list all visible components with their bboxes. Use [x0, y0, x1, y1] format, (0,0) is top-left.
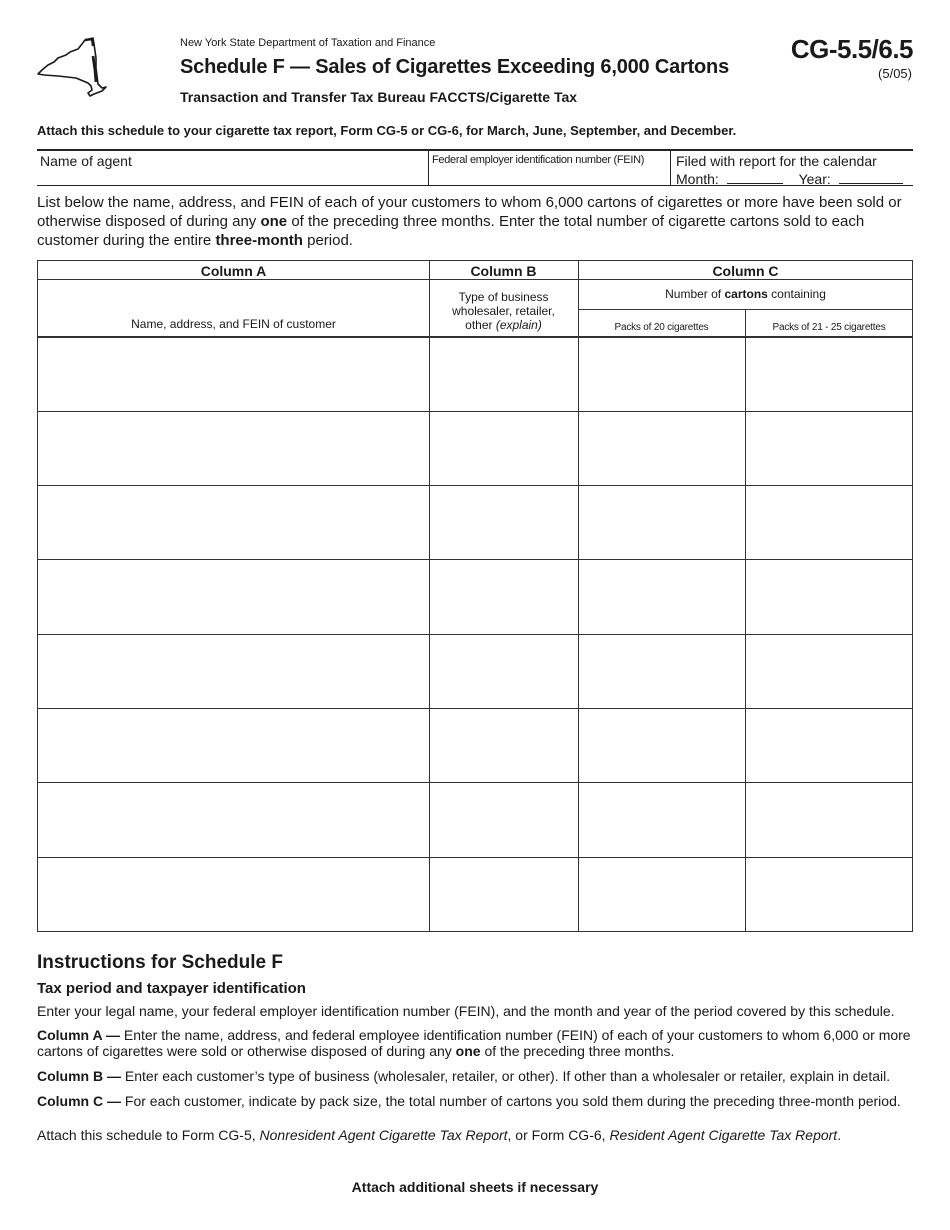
- column-c-header: Column C: [712, 263, 779, 279]
- instructions-column-c: Column C — For each customer, indicate by pack size, the total number of cartons you sold them during the preceding three-month period.: [37, 1093, 901, 1109]
- agency-name: New York State Department of Taxation and Finance: [180, 37, 436, 49]
- fein-field[interactable]: [428, 151, 670, 185]
- agent-info-box: [37, 149, 913, 186]
- schedule-title: Schedule F — Sales of Cigarettes Exceeding 6,000 Cartons: [180, 56, 729, 78]
- attach-note: Attach this schedule to your cigarette tax report, Form CG-5 or CG-6, for March, June, September, and December.: [37, 123, 737, 138]
- month-input[interactable]: [727, 171, 783, 184]
- new-york-state-logo: [36, 36, 108, 98]
- month-label: Month:: [676, 171, 719, 187]
- column-b-description: Type of business wholesaler, retailer, other (explain): [452, 290, 555, 332]
- column-a-description: Name, address, and FEIN of customer: [131, 317, 336, 331]
- instructions-column-b: Column B — Enter each customer’s type of business (wholesaler, retailer, or other). If other than a wholesaler or retailer, explain in detail.: [37, 1068, 891, 1084]
- fein-label: Federal employer identification number (FEIN): [432, 154, 645, 166]
- agent-name-field[interactable]: [37, 151, 428, 185]
- column-b-header: Column B: [470, 263, 537, 279]
- footer-note: Attach additional sheets if necessary: [351, 1179, 599, 1195]
- form-number: CG-5.5/6.5: [790, 34, 913, 64]
- agent-name-label: Name of agent: [40, 153, 132, 169]
- year-input[interactable]: [839, 171, 903, 184]
- instructions-subtitle: Tax period and taxpayer identification: [37, 980, 306, 997]
- filed-period-field: [670, 151, 913, 185]
- instructions-paragraph-identification: Enter your legal name, your federal employer identification number (FEIN), and the month and year of the period covered by this schedule.: [37, 1003, 895, 1019]
- column-a-header: Column A: [200, 263, 267, 279]
- packs-21-25-header: Packs of 21 - 25 cigarettes: [772, 322, 886, 333]
- instructions-title: Instructions for Schedule F: [37, 952, 283, 973]
- list-instructions: List below the name, address, and FEIN of each of your customers to whom 6,000 cartons of cigarettes or more have been sold or otherwise disposed of during any one of the preceding three months. Enter the total number of cigarette cartons sold to each customer during the entire three-month period.: [37, 194, 902, 249]
- customer-table: [37, 260, 913, 932]
- filed-label: Filed with report for the calendar: [676, 153, 877, 169]
- year-label: Year:: [798, 171, 831, 187]
- packs-20-header: Packs of 20 cigarettes: [614, 322, 709, 333]
- form-revision: (5/05): [878, 66, 912, 81]
- instructions-attach: Attach this schedule to Form CG-5, Nonresident Agent Cigarette Tax Report, or Form CG-6, Resident Agent Cigarette Tax Report.: [37, 1127, 842, 1143]
- column-c-description: Number of cartons containing: [665, 287, 826, 301]
- instructions-column-a: Column A — Enter the name, address, and federal employee identification number (FEIN) of each of your customers to whom 6,000 or more cartons of cigarettes were sold or otherwise disposed of during any one of the preceding three months.: [37, 1027, 911, 1059]
- schedule-subtitle: Transaction and Transfer Tax Bureau FACCTS/Cigarette Tax: [180, 89, 578, 105]
